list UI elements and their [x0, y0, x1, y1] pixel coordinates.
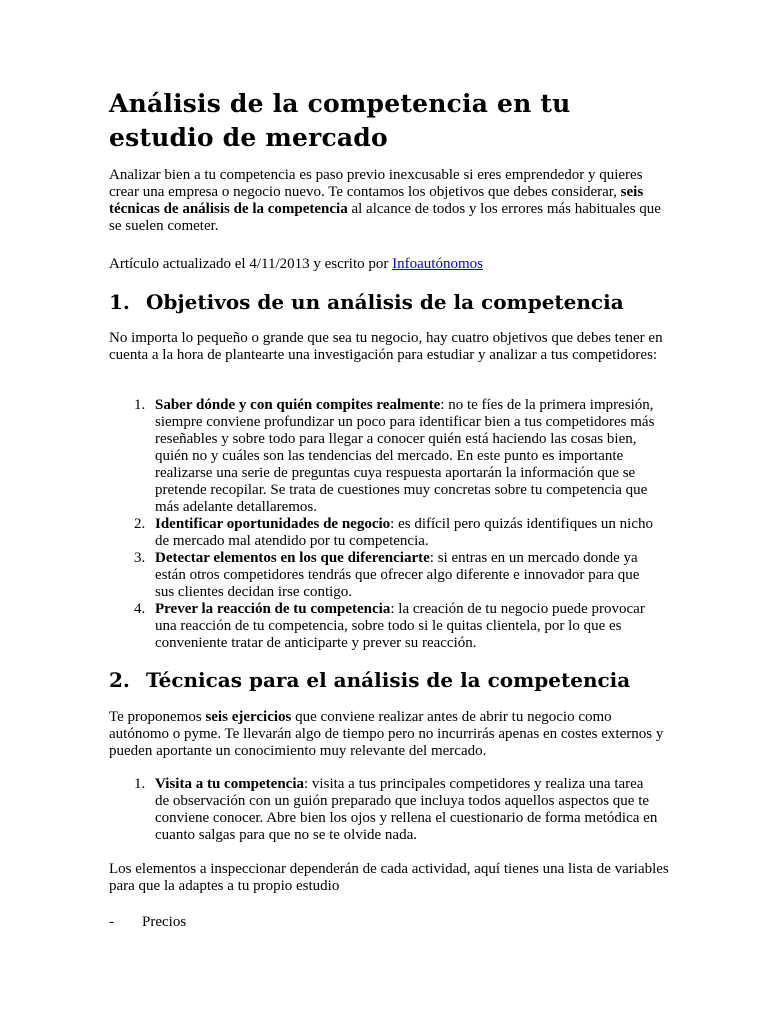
section-2-intro-bold: seis ejercicios	[205, 709, 292, 725]
section-1-title: Objetivos de un análisis de la competencia	[146, 290, 624, 314]
section-2-intro	[109, 709, 669, 760]
list-item-text: : visita a tus principales competidores y realiza una tarea de observación con un guión preparado que incluya todos aquellos aspectos que te conviene conocer. Abre bien los ojos y rellena el cuestionario de forma metódica en cuanto salgas para que no se te olvide nada.	[155, 776, 658, 843]
list-item-number: 3.	[134, 550, 146, 566]
section-2-list	[109, 776, 661, 844]
intro-bold: seis técnicas de análisis de la competencia	[109, 184, 644, 217]
list-item	[109, 397, 661, 516]
list-item-number: 1.	[134, 776, 146, 792]
section-2-title: Técnicas para el análisis de la competencia	[146, 668, 631, 692]
list-item	[109, 776, 661, 844]
section-2-number: 2.	[109, 668, 130, 692]
list-item-bold: Saber dónde y con quién compites realmente	[155, 397, 441, 413]
author-link[interactable]: Infoautónomos	[392, 256, 483, 272]
list-item-bold: Prever la reacción de tu competencia	[155, 601, 391, 617]
list-item-number: 2.	[134, 516, 146, 532]
list-item	[109, 601, 661, 652]
list-item-text: : es difícil pero quizás identifiques un nicho de mercado mal atendido por tu competencia.	[155, 516, 654, 549]
variable-list-item	[109, 914, 409, 931]
section-1-intro: No importa lo pequeño o grande que sea tu negocio, hay cuatro objetivos que debes tener en cuenta a la hora de plantearte una investigación para estudiar y analizar a tus competidores:	[109, 330, 663, 363]
section-2-after: Los elementos a inspeccionar dependerán de cada actividad, aquí tienes una lista de variables para que la adaptes a tu propio estudio	[109, 861, 669, 894]
intro-text-1: Analizar bien a tu competencia es paso previo inexcusable si eres emprendedor y quieres crear una empresa o negocio nuevo. Te contamos los objetivos que debes considerar,	[109, 167, 643, 200]
list-item	[109, 550, 661, 601]
list-item-number: 4.	[134, 601, 146, 617]
list-item-text: : la creación de tu negocio puede provocar una reacción de tu competencia, sobre todo si le quitas clientela, por lo que es conveniente tratar de anticiparte y prever su reacción.	[155, 601, 645, 651]
section-2-intro-text-2: que conviene realizar antes de abrir tu negocio como autónomo o pyme. Te llevarán algo de tiempo pero no incurrirás apenas en costes externos y pueden aportante un conocimiento muy relevante del mercado.	[109, 709, 664, 759]
section-1-heading	[109, 290, 669, 314]
updated-line	[109, 256, 669, 273]
section-1-number: 1.	[109, 290, 130, 314]
section-2-heading	[109, 668, 669, 692]
variable-label: Precios	[142, 914, 187, 930]
dash-bullet: -	[109, 914, 114, 930]
list-item-text: : si entras en un mercado donde ya están otros competidores tendrás que ofrecer algo diferente e innovador para que sus clientes decidan irse contigo.	[155, 550, 640, 600]
list-item-bold: Identificar oportunidades de negocio	[155, 516, 391, 532]
section-2-intro-text-1: Te proponemos	[109, 709, 206, 725]
list-item-number: 1.	[134, 397, 146, 413]
list-item-bold: Visita a tu competencia	[155, 776, 305, 792]
intro-text-2: al alcance de todos y los errores más habituales que se suelen cometer.	[109, 201, 661, 234]
intro-paragraph	[109, 167, 669, 235]
page-title: Análisis de la competencia en tu estudio de mercado	[109, 89, 571, 152]
section-1-list	[109, 397, 661, 652]
list-item	[109, 516, 661, 550]
list-item-text: : no te fíes de la primera impresión, siempre conviene profundizar un poco para identificar bien a tus competidores más reseñables y sobre todo para llegar a conocer quién está haciendo las cosas bien, quién no y cuáles son las tendencias del mercado. En este punto es importante realizarse una serie de preguntas cuya respuesta aportarán la información que se pretende recopilar. Se trata de cuestiones muy concretas sobre tu competencia que más adelante detallaremos.	[155, 397, 655, 515]
list-item-bold: Detectar elementos en los que diferenciarte	[155, 550, 430, 566]
updated-text: Artículo actualizado el 4/11/2013 y escrito por	[109, 256, 393, 272]
